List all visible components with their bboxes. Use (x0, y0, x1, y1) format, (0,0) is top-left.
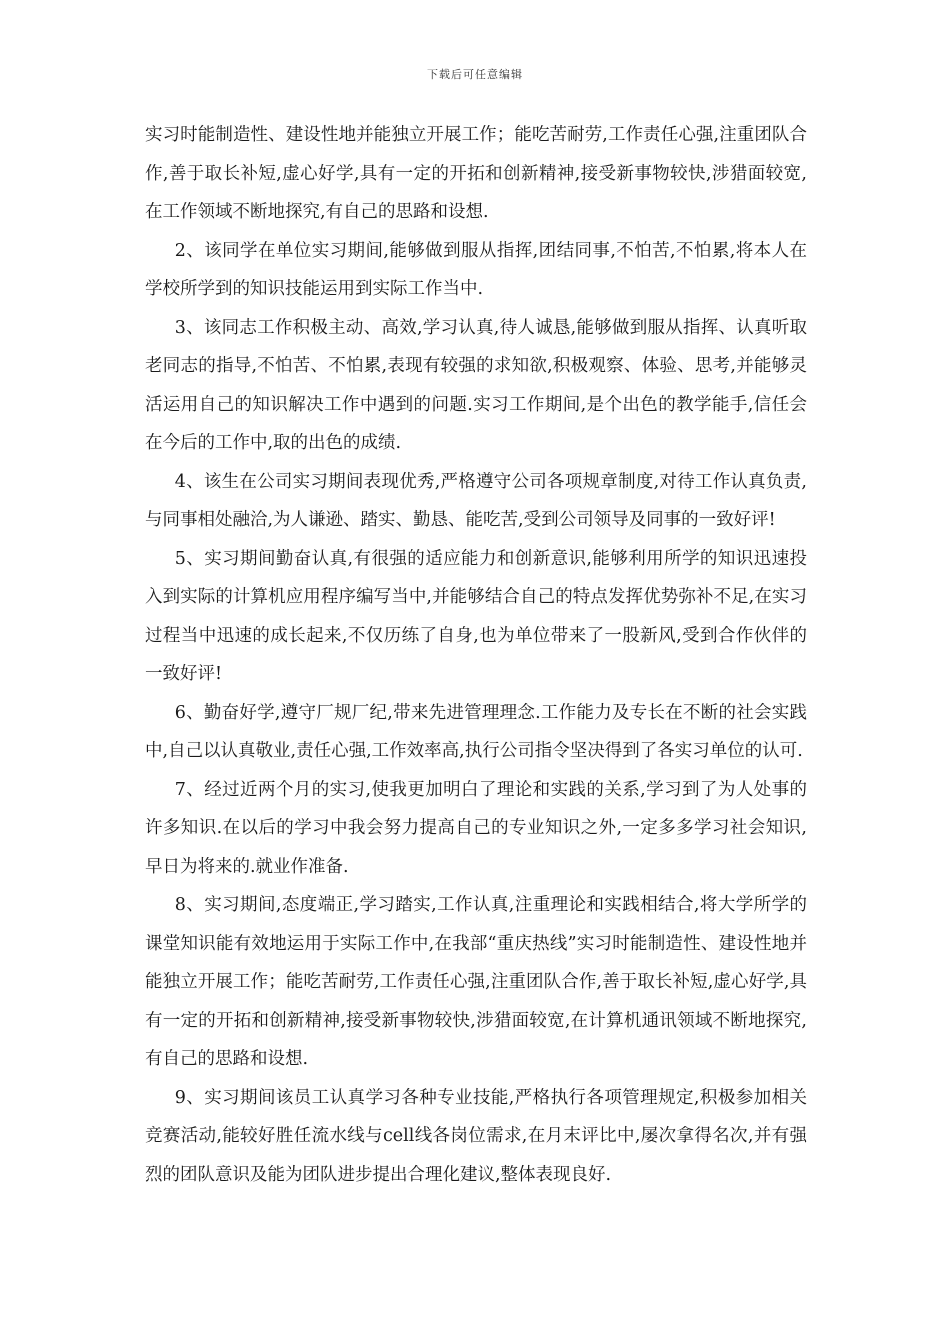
paragraph-item-3: 3、该同志工作积极主动、高效,学习认真,待人诚恳,能够做到服从指挥、认真听取老同志的指导,不怕苦、不怕累,表现有较强的求知欲,积极观察、体验、思考,并能够灵活运用自己的知识解决工作中遇到的问题.实习工作期间,是个出色的教学能手,信任会在今后的工作中,取的出色的成绩. (145, 317, 807, 453)
paragraph-item-7: 7、经过近两个月的实习,使我更加明白了理论和实践的关系,学习到了为人处事的许多知识.在以后的学习中我会努力提高自己的专业知识之外,一定多多学习社会知识,早日为将来的.就业作准备. (145, 779, 807, 877)
paragraph-continuation: 实习时能制造性、建设性地并能独立开展工作；能吃苦耐劳,工作责任心强,注重团队合作,善于取长补短,虚心好学,具有一定的开拓和创新精神,接受新事物较快,涉猎面较宽,在工作领域不断地探究,有自己的思路和设想. (145, 125, 807, 222)
paragraph-item-8: 8、实习期间,态度端正,学习踏实,工作认真,注重理论和实践相结合,将大学所学的课堂知识能有效地运用于实际工作中,在我部“重庆热线”实习时能制造性、建设性地并能独立开展工作；能吃苦耐劳,工作责任心强,注重团队合作,善于取长补短,虚心好学,具有一定的开拓和创新精神,接受新事物较快,涉猎面较宽,在计算机通讯领域不断地探究,有自己的思路和设想. (145, 895, 807, 1069)
paragraph-item-5: 5、实习期间勤奋认真,有很强的适应能力和创新意识,能够利用所学的知识迅速投入到实际的计算机应用程序编写当中,并能够结合自己的特点发挥优势弥补不足,在实习过程当中迅速的成长起来,不仅历练了自身,也为单位带来了一股新风,受到合作伙伴的一致好评! (145, 548, 807, 684)
paragraph-item-9: 9、实习期间该员工认真学习各种专业技能,严格执行各项管理规定,积极参加相关竞赛活动,能较好胜任流水线与cell线各岗位需求,在月末评比中,屡次拿得名次,并有强烈的团队意识及能为团队进步提出合理化建议,整体表现良好. (145, 1087, 807, 1185)
paragraph-item-4: 4、该生在公司实习期间表现优秀,严格遵守公司各项规章制度,对待工作认真负责,与同事相处融洽,为人谦逊、踏实、勤恳、能吃苦,受到公司领导及同事的一致好评! (145, 471, 807, 530)
paragraph-item-6: 6、勤奋好学,遵守厂规厂纪,带来先进管理理念.工作能力及专长在不断的社会实践中,自己以认真敬业,责任心强,工作效率高,执行公司指令坚决得到了各实习单位的认可. (145, 702, 807, 761)
document-body (145, 116, 807, 1194)
header-note: 下载后可任意编辑 (427, 68, 523, 81)
paragraph-item-2: 2、该同学在单位实习期间,能够做到服从指挥,团结同事,不怕苦,不怕累,将本人在学校所学到的知识技能运用到实际工作当中. (145, 240, 807, 299)
